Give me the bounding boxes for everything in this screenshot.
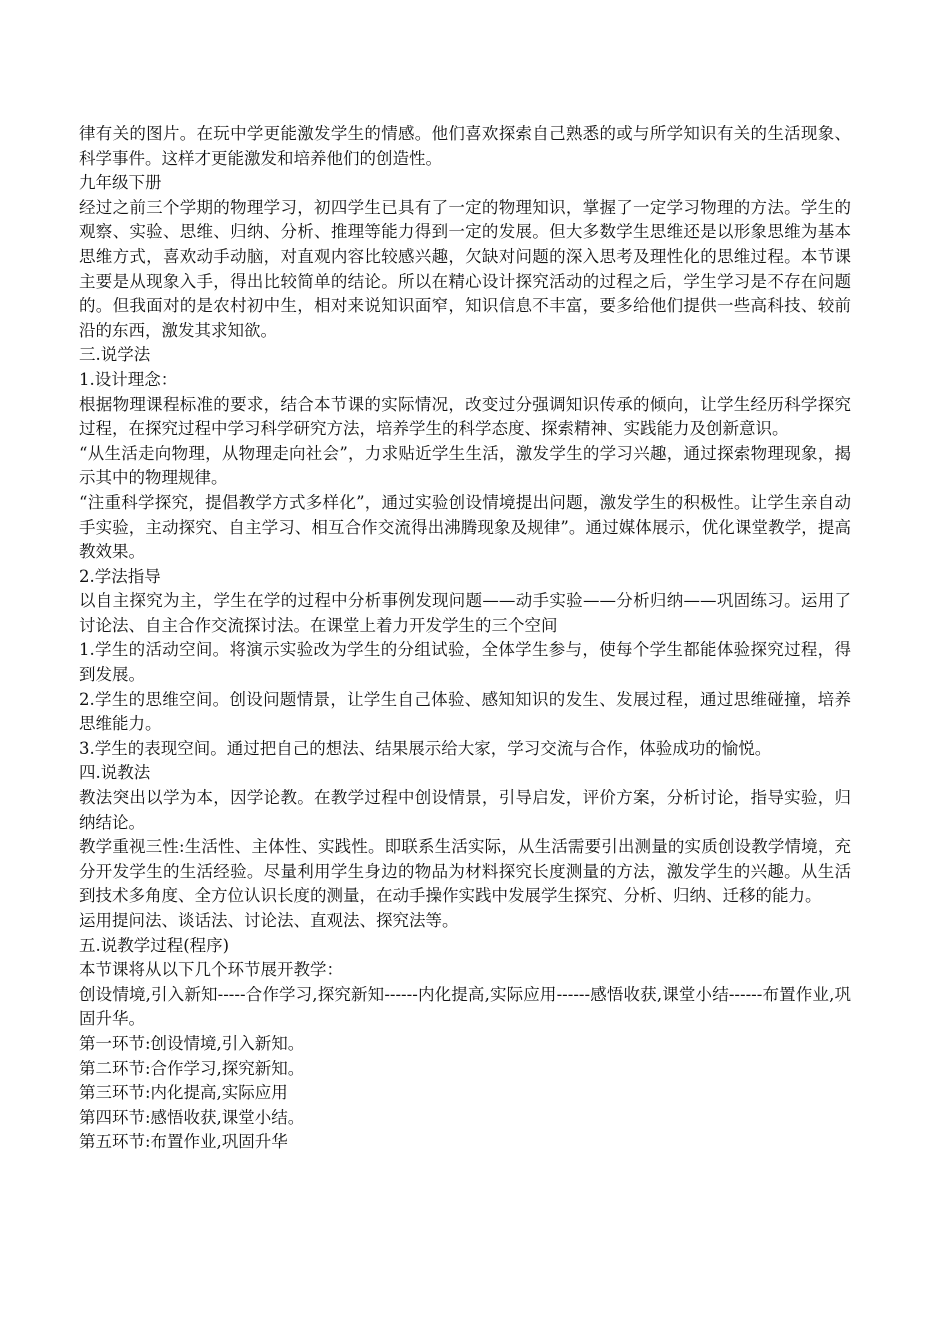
paragraph-teaching-method: 教法突出以学为本，因学论教。在教学过程中创设情景，引导启发，评价方案，分析讨论，指导实验，归纳结论。 [79, 788, 851, 832]
list-item-step-5: 第五环节:布置作业,巩固升华 [79, 1132, 288, 1152]
paragraph-thinking-space: 2.学生的思维空间。创设问题情景，让学生自己体验、感知知识的发生、发展过程，通过思维碰撞，培养思维能力。 [79, 689, 851, 734]
paragraph-expression-space: 3.学生的表现空间。通过把自己的想法、结果展示给大家，学习交流与合作，体验成功的愉悦。 [79, 738, 772, 758]
paragraph-process-intro: 本节课将从以下几个环节展开教学： [79, 960, 343, 980]
paragraph-activity-space: 1.学生的活动空间。将演示实验改为学生的分组试验，全体学生参与，使每个学生都能体验探究过程，得到发展。 [79, 640, 851, 685]
paragraph-life-to-physics: “从生活走向物理，从物理走向社会”，力求贴近学生生活，激发学生的学习兴趣，通过探索物理现象，揭示其中的物理规律。 [79, 443, 851, 488]
paragraph-curriculum-standard: 根据物理课程标准的要求，结合本节课的实际情况，改变过分强调知识传承的倾向，让学生经历科学探究过程，在探究过程中学习科学研究方法，培养学生的科学态度、探索精神、实践能力及创新意识。 [79, 394, 851, 439]
paragraph-intro-continuation: 律有关的图片。在玩中学更能激发学生的情感。他们喜欢探索自己熟悉的或与所学知识有关的生活现象、科学事件。这样才更能激发和培养他们的创造性。 [79, 124, 851, 168]
paragraph-process-steps: 创设情境,引入新知-----合作学习,探究新知------内化提高,实际应用------感悟收获,课堂小结------布置作业,巩固升华。 [79, 984, 851, 1029]
paragraph-three-characteristics: 教学重视三性:生活性、主体性、实践性。即联系生活实际，从生活需要引出测量的实质创设教学情境，充分开发学生的生活经验。尽量利用学生身边的物品为材料探究长度测量的方法，激发学生的兴趣。从生活到技术多角度、全方位认识长度的测量，在动手操作实践中发展学生探究、分析、归纳、迁移的能力。 [79, 837, 851, 906]
heading-section-3-learning-method: 三.说学法 [79, 345, 151, 365]
heading-learning-guidance: 2.学法指导 [79, 566, 161, 586]
heading-section-4-teaching-method: 四.说教法 [79, 763, 151, 783]
document-body [79, 122, 851, 1155]
list-item-step-3: 第三环节:内化提高,实际应用 [79, 1083, 288, 1103]
paragraph-scientific-inquiry: “注重科学探究，提倡教学方式多样化”，通过实验创设情境提出问题，激发学生的积极性。让学生亲自动手实验，主动探究、自主学习、相互合作交流得出沸腾现象及规律”。通过媒体展示，优化课堂教学，提高教效果。 [79, 492, 851, 562]
heading-design-concept: 1.设计理念： [79, 369, 178, 389]
heading-section-5-teaching-process: 五.说教学过程(程序) [79, 935, 230, 955]
paragraph-student-analysis: 经过之前三个学期的物理学习，初四学生已具有了一定的物理知识，掌握了一定学习物理的方法。学生的观察、实验、思维、归纳、分析、推理等能力得到一定的发展。但大多数学生思维还是以形象思维为基本思维方式，喜欢动手动脑，对直观内容比较感兴趣，欠缺对问题的深入思考及理性化的思维过程。本节课主要是从现象入手，得出比较简单的结论。所以在精心设计探究活动的过程之后，学生学习是不存在问题的。但我面对的是农村初中生，相对来说知识面窄，知识信息不丰富，要多给他们提供一些高科技、较前沿的东西，激发其求知欲。 [79, 197, 851, 340]
list-item-step-1: 第一环节:创设情境,引入新知。 [79, 1033, 305, 1053]
paragraph-self-inquiry: 以自主探究为主，学生在学的过程中分析事例发现问题——动手实验——分析归纳——巩固练习。运用了讨论法、自主合作交流探讨法。在课堂上着力开发学生的三个空间 [79, 591, 851, 635]
paragraph-methods-used: 运用提问法、谈话法、讨论法、直观法、探究法等。 [79, 911, 459, 930]
list-item-step-4: 第四环节:感悟收获,课堂小结。 [79, 1107, 305, 1127]
list-item-step-2: 第二环节:合作学习,探究新知。 [79, 1058, 305, 1078]
heading-grade-nine-second-volume: 九年级下册 [79, 173, 162, 193]
